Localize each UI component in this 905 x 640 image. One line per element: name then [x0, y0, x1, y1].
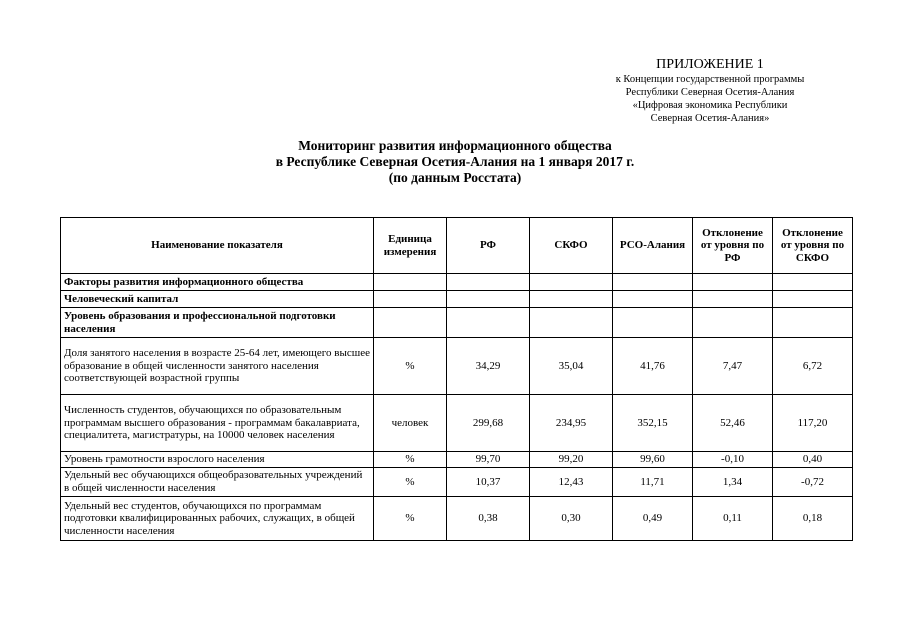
value-cell: 352,15 [613, 395, 693, 452]
value-cell [693, 291, 773, 308]
header-cell: СКФО [530, 218, 613, 274]
value-cell: % [374, 468, 447, 497]
value-cell: 117,20 [773, 395, 853, 452]
value-cell: 0,49 [613, 497, 693, 541]
value-cell: 99,70 [447, 452, 530, 468]
value-cell: % [374, 497, 447, 541]
value-cell [693, 308, 773, 338]
value-cell: 41,76 [613, 338, 693, 395]
value-cell: 10,37 [447, 468, 530, 497]
value-cell: 0,18 [773, 497, 853, 541]
table-row [61, 338, 853, 395]
value-cell: 52,46 [693, 395, 773, 452]
value-cell [447, 308, 530, 338]
value-cell: 99,60 [613, 452, 693, 468]
value-cell: 0,11 [693, 497, 773, 541]
header-cell: РСО-Алания [613, 218, 693, 274]
value-cell: 0,38 [447, 497, 530, 541]
value-cell: % [374, 338, 447, 395]
value-cell [773, 274, 853, 291]
header-row [61, 218, 853, 274]
appendix-block [560, 56, 860, 125]
value-cell: -0,72 [773, 468, 853, 497]
title-line: в Республике Северная Осетия-Алания на 1 января 2017 г. [275, 154, 635, 169]
indicator-name-cell: Удельный вес обучающихся общеобразовательных учреждений в общей численности населения [61, 468, 374, 497]
table-row [61, 291, 853, 308]
value-cell: 34,29 [447, 338, 530, 395]
appendix-line: Северная Осетия-Алания» [650, 113, 770, 124]
value-cell: 6,72 [773, 338, 853, 395]
header-cell: Наименование показателя [61, 218, 374, 274]
value-cell [374, 308, 447, 338]
value-cell: -0,10 [693, 452, 773, 468]
value-cell [374, 274, 447, 291]
value-cell: человек [374, 395, 447, 452]
indicator-name-cell: Уровень грамотности взрослого населения [61, 452, 374, 468]
indicator-name-cell: Доля занятого населения в возрасте 25-64 лет, имеющего высшее образование в общей численности занятого населения соответствующей возрастной группы [61, 338, 374, 395]
appendix-line: к Концепции государственной программы [615, 74, 805, 85]
indicators-table [60, 217, 853, 541]
document-title [160, 138, 750, 186]
title-line: (по данным Росстата) [388, 170, 522, 185]
value-cell: 299,68 [447, 395, 530, 452]
appendix-line: Республики Северная Осетия-Алания [625, 87, 795, 98]
value-cell: 99,20 [530, 452, 613, 468]
value-cell [447, 274, 530, 291]
indicator-name-cell: Человеческий капитал [61, 291, 374, 308]
value-cell [773, 308, 853, 338]
value-cell: 0,30 [530, 497, 613, 541]
value-cell: 11,71 [613, 468, 693, 497]
value-cell [530, 274, 613, 291]
value-cell: 234,95 [530, 395, 613, 452]
value-cell [613, 274, 693, 291]
value-cell: 1,34 [693, 468, 773, 497]
appendix-line: «Цифровая экономика Республики [632, 100, 788, 111]
table-row [61, 395, 853, 452]
header-cell: Единица измерения [374, 218, 447, 274]
value-cell [613, 308, 693, 338]
value-cell [613, 291, 693, 308]
value-cell [530, 291, 613, 308]
appendix-heading: ПРИЛОЖЕНИЕ 1 [656, 57, 764, 72]
value-cell [773, 291, 853, 308]
table-row [61, 452, 853, 468]
value-cell [447, 291, 530, 308]
value-cell: 7,47 [693, 338, 773, 395]
table-row [61, 308, 853, 338]
value-cell [693, 274, 773, 291]
table-row [61, 468, 853, 497]
value-cell [374, 291, 447, 308]
value-cell: 0,40 [773, 452, 853, 468]
table-row [61, 497, 853, 541]
value-cell: 35,04 [530, 338, 613, 395]
header-cell: РФ [447, 218, 530, 274]
table-row [61, 274, 853, 291]
header-cell: Отклонение от уровня по РФ [693, 218, 773, 274]
indicator-name-cell: Удельный вес студентов, обучающихся по программам подготовки квалифицированных рабочих, служащих, в общей численности населения [61, 497, 374, 541]
indicator-name-cell: Факторы развития информационного общества [61, 274, 374, 291]
value-cell: % [374, 452, 447, 468]
indicator-name-cell: Численность студентов, обучающихся по образовательным программам высшего образования - программам бакалавриата, специалитета, магистратуры, на 10000 человек населения [61, 395, 374, 452]
title-line: Мониторинг развития информационного общества [298, 138, 612, 153]
header-cell: Отклонение от уровня по СКФО [773, 218, 853, 274]
indicator-name-cell: Уровень образования и профессиональной подготовки населения [61, 308, 374, 338]
value-cell [530, 308, 613, 338]
value-cell: 12,43 [530, 468, 613, 497]
